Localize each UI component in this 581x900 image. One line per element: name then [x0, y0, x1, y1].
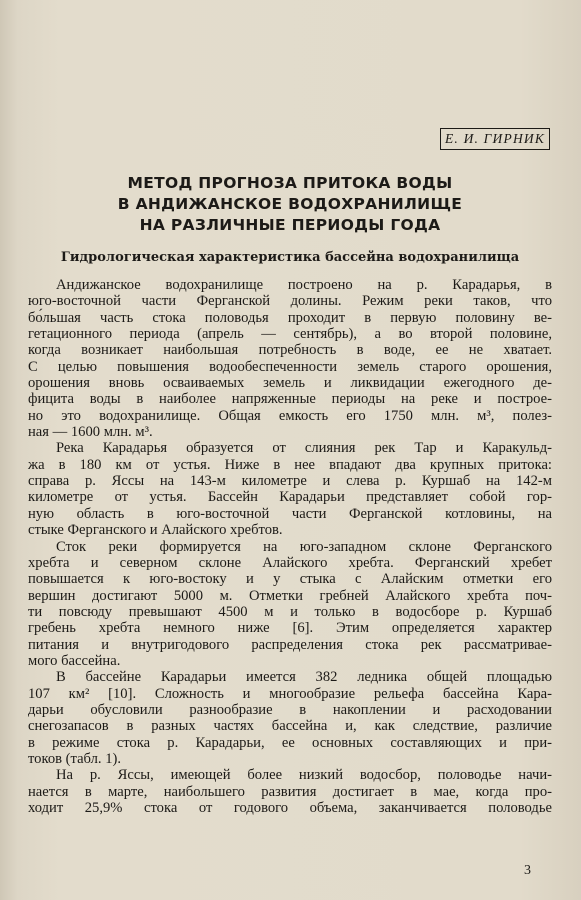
title-line: В АНДИЖАНСКОЕ ВОДОХРАНИЛИЩЕ [117, 195, 463, 213]
body-text [28, 277, 552, 816]
paragraph [28, 767, 552, 816]
text-line: С целью повышения водообеспеченности земель старого орошения, [28, 358, 552, 375]
text-line: дарьи обусловили разнообразие в накоплении и расходовании [28, 701, 552, 718]
title-line: МЕТОД ПРОГНОЗА ПРИТОКА ВОДЫ [127, 174, 453, 192]
text-line: справа р. Яссы на 143-м километре и слева р. Куршаб на 142-м [28, 473, 552, 490]
text-line: жа в 180 км от устья. Ниже в нее впадают два крупных притока: [28, 456, 552, 473]
author-name-box: Е. И. ГИРНИК [440, 128, 550, 150]
text-line: хребта и северном склоне Алайского хребта. Ферганский хребет [28, 554, 552, 571]
text-line: ти повсюду превышают 4500 м и только в водосборе р. Куршаб [28, 603, 552, 620]
text-line: Андижанское водохранилище построено на р. Карадарья, в [56, 277, 552, 293]
text-line: токов (табл. 1). [28, 750, 122, 767]
section-heading: Гидрологическая характеристика бассейна водохранилища [60, 250, 520, 265]
article-title [60, 173, 520, 236]
text-line: вершин достигают 5000 м. Отметки гребней Алайского хребта поч- [28, 587, 552, 604]
paragraph [28, 277, 552, 440]
text-line: нается в марте, наибольшего развития достигает в мае, когда про- [28, 783, 552, 800]
title-line: НА РАЗЛИЧНЫЕ ПЕРИОДЫ ГОДА [139, 216, 441, 234]
text-line: фицита воды в наиболее напряженные периоды на реке и построе- [28, 391, 552, 408]
text-line: юго-восточной части Ферганской долины. Режим реки таков, что [28, 293, 552, 310]
text-line: В бассейне Карадарьи имеется 382 ледника общей площадью [56, 669, 552, 686]
text-line: орошения вновь осваиваемых земель и ликвидации ежегодного де- [28, 375, 552, 392]
page-number: 3 [524, 863, 531, 878]
paragraph [28, 669, 552, 767]
text-line: гетационного периода (апрель — сентябрь), а во второй половине, [28, 326, 552, 343]
text-line: На р. Яссы, имеющей более низкий водосбор, половодье начи- [56, 767, 552, 784]
text-line: повышается к юго-востоку и у стыка с Алайским отметки его [28, 571, 552, 588]
text-line: ная — 1600 млн. м³. [28, 424, 153, 441]
text-line: Сток реки формируется на юго-западном склоне Ферганского [56, 538, 552, 555]
text-line: километре от устья. Бассейн Карадарьи представляет собой гор- [28, 489, 552, 506]
paragraph [28, 539, 552, 670]
text-line: в режиме стока р. Карадарьи, ее основных составляющих и при- [28, 734, 552, 751]
text-line: 107 км² [10]. Сложность и многообразие рельефа бассейна Кара- [28, 685, 552, 702]
text-line: гребень хребта немного ниже [6]. Этим определяется характер [28, 620, 552, 637]
text-line: ходит 25,9% стока от годового объема, заканчивается половодье [28, 800, 552, 816]
text-line: ную область в юго-восточной части Ферганской котловины, на [28, 505, 552, 522]
text-line: питания и внутригодового распределения стока рек рассматривае- [28, 636, 552, 653]
paragraph [28, 440, 552, 538]
text-line: когда возникает наибольшая потребность в воде, ее не хватает. [28, 342, 552, 359]
text-line: Река Карадарья образуется от слияния рек Тар и Каракульд- [56, 440, 552, 457]
text-line: бо́льшая часть стока половодья проходит в первую половину ве- [28, 309, 552, 326]
text-line: стыке Ферганского и Алайского хребтов. [28, 522, 283, 539]
text-line: снегозапасов в разных частях бассейна и, как следствие, различие [28, 718, 552, 735]
text-line: мого бассейна. [28, 652, 121, 669]
text-line: но это водохранилище. Общая емкость его 1750 млн. м³, полез- [28, 407, 552, 424]
